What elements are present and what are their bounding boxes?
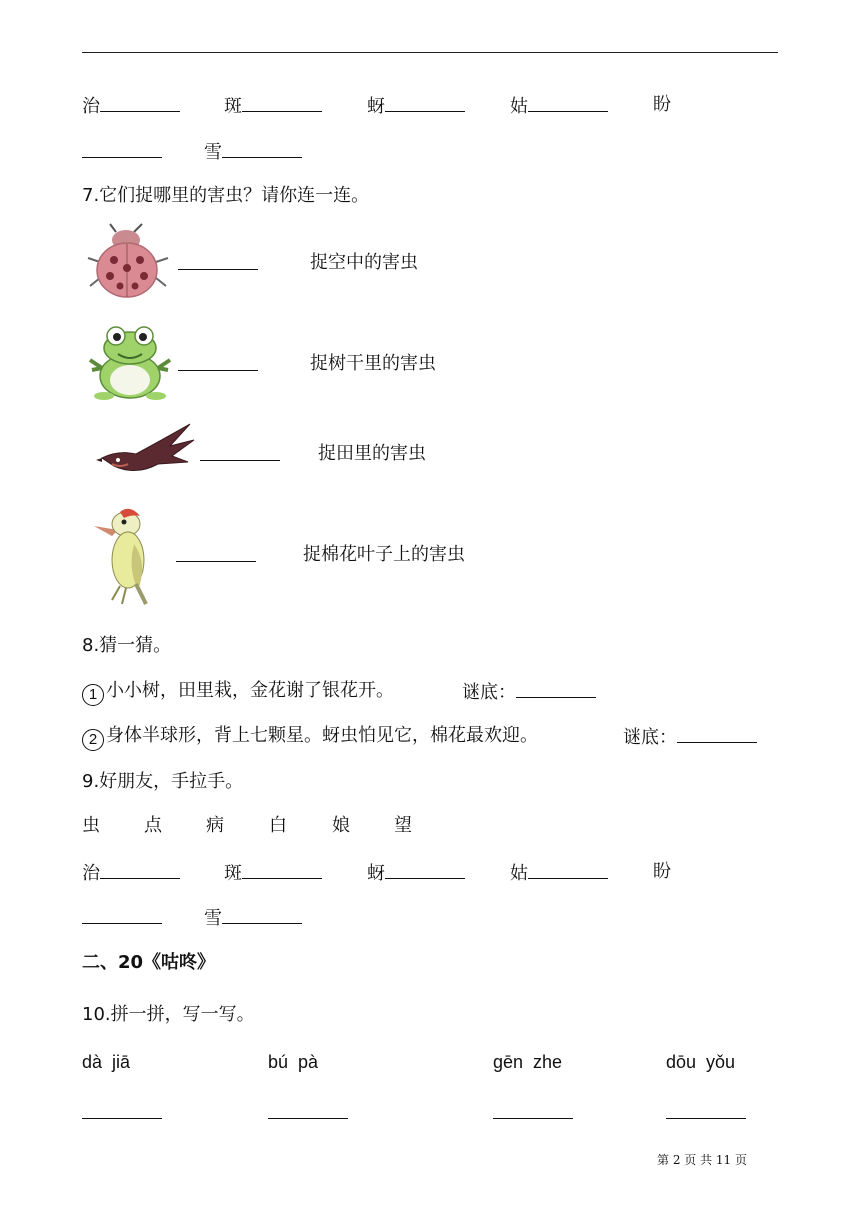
char-pan: 盼 — [653, 861, 671, 882]
answer-blank[interactable] — [666, 1101, 746, 1119]
word-6: 望 — [394, 815, 412, 836]
pinyin-1: dà jiā — [82, 1052, 131, 1072]
word-1: 虫 — [82, 815, 100, 836]
answer-blank[interactable] — [82, 1101, 162, 1119]
pinyin-4: dōu yǒu — [666, 1052, 736, 1072]
match-option-2: 捉树干里的害虫 — [310, 353, 436, 374]
char-xue: 雪 — [204, 908, 222, 929]
char-ban: 斑 — [224, 863, 242, 884]
riddle-2-text: 身体半球形，背上七颗星。蚜虫怕见它，棉花最欢迎。 — [106, 725, 538, 746]
circled-number-1: 1 — [82, 684, 104, 706]
answer-blank[interactable] — [528, 94, 608, 112]
char-zhi: 治 — [82, 863, 100, 884]
answer-blank[interactable] — [178, 353, 258, 371]
answer-blank[interactable] — [493, 1101, 573, 1119]
answer-blank[interactable] — [385, 861, 465, 879]
page-number: 第 2 页 共 11 页 — [657, 1153, 747, 1167]
question-9-title: 9.好朋友，手拉手。 — [82, 771, 244, 792]
question-8-title: 8.猜一猜。 — [82, 635, 172, 656]
pinyin-2: bú pà — [268, 1052, 319, 1072]
answer-blank[interactable] — [200, 443, 280, 461]
riddle-2 — [82, 725, 538, 751]
riddle-1-text: 小小树，田里栽，金花谢了银花开。 — [106, 680, 394, 701]
answer-blank[interactable] — [178, 252, 258, 270]
riddle-1-answer — [462, 680, 596, 704]
char-xue: 雪 — [204, 142, 222, 163]
answer-blank[interactable] — [385, 94, 465, 112]
section-2-heading: 二、20《咕咚》 — [82, 952, 216, 973]
answer-label: 谜底： — [462, 682, 516, 703]
answer-blank[interactable] — [222, 140, 302, 158]
word-3: 病 — [206, 815, 224, 836]
woodpecker-icon — [90, 504, 154, 606]
word-4: 白 — [269, 815, 287, 836]
word-5: 娘 — [332, 815, 350, 836]
char-gu: 姑 — [510, 96, 528, 117]
char-ya: 蚜 — [367, 863, 385, 884]
swallow-icon — [96, 420, 196, 486]
answer-blank[interactable] — [242, 861, 322, 879]
answer-blank[interactable] — [222, 906, 302, 924]
answer-blank[interactable] — [242, 94, 322, 112]
answer-blank[interactable] — [82, 140, 162, 158]
pinyin-3: gēn zhe — [493, 1052, 563, 1072]
answer-blank[interactable] — [100, 861, 180, 879]
match-option-1: 捉空中的害虫 — [310, 252, 418, 273]
frog-icon — [88, 322, 172, 402]
match-option-3: 捉田里的害虫 — [318, 443, 426, 464]
char-zhi: 治 — [82, 96, 100, 117]
match-option-4: 捉棉花叶子上的害虫 — [303, 544, 465, 565]
answer-blank[interactable] — [100, 94, 180, 112]
question-7-title: 7.它们捉哪里的害虫？请你连一连。 — [82, 185, 370, 206]
answer-blank[interactable] — [516, 680, 596, 698]
header-rule — [82, 52, 778, 53]
answer-blank[interactable] — [677, 725, 757, 743]
char-pan: 盼 — [653, 94, 671, 115]
answer-blank[interactable] — [268, 1101, 348, 1119]
answer-blank[interactable] — [176, 544, 256, 562]
char-ya: 蚜 — [367, 96, 385, 117]
circled-number-2: 2 — [82, 729, 104, 751]
char-ban: 斑 — [224, 96, 242, 117]
answer-label: 谜底： — [623, 727, 677, 748]
answer-blank[interactable] — [528, 861, 608, 879]
ladybug-icon — [86, 222, 172, 302]
riddle-2-answer — [623, 725, 757, 749]
char-gu: 姑 — [510, 863, 528, 884]
word-2: 点 — [144, 815, 162, 836]
answer-blank[interactable] — [82, 906, 162, 924]
question-10-title: 10.拼一拼，写一写。 — [82, 1004, 255, 1025]
riddle-1 — [82, 680, 394, 706]
